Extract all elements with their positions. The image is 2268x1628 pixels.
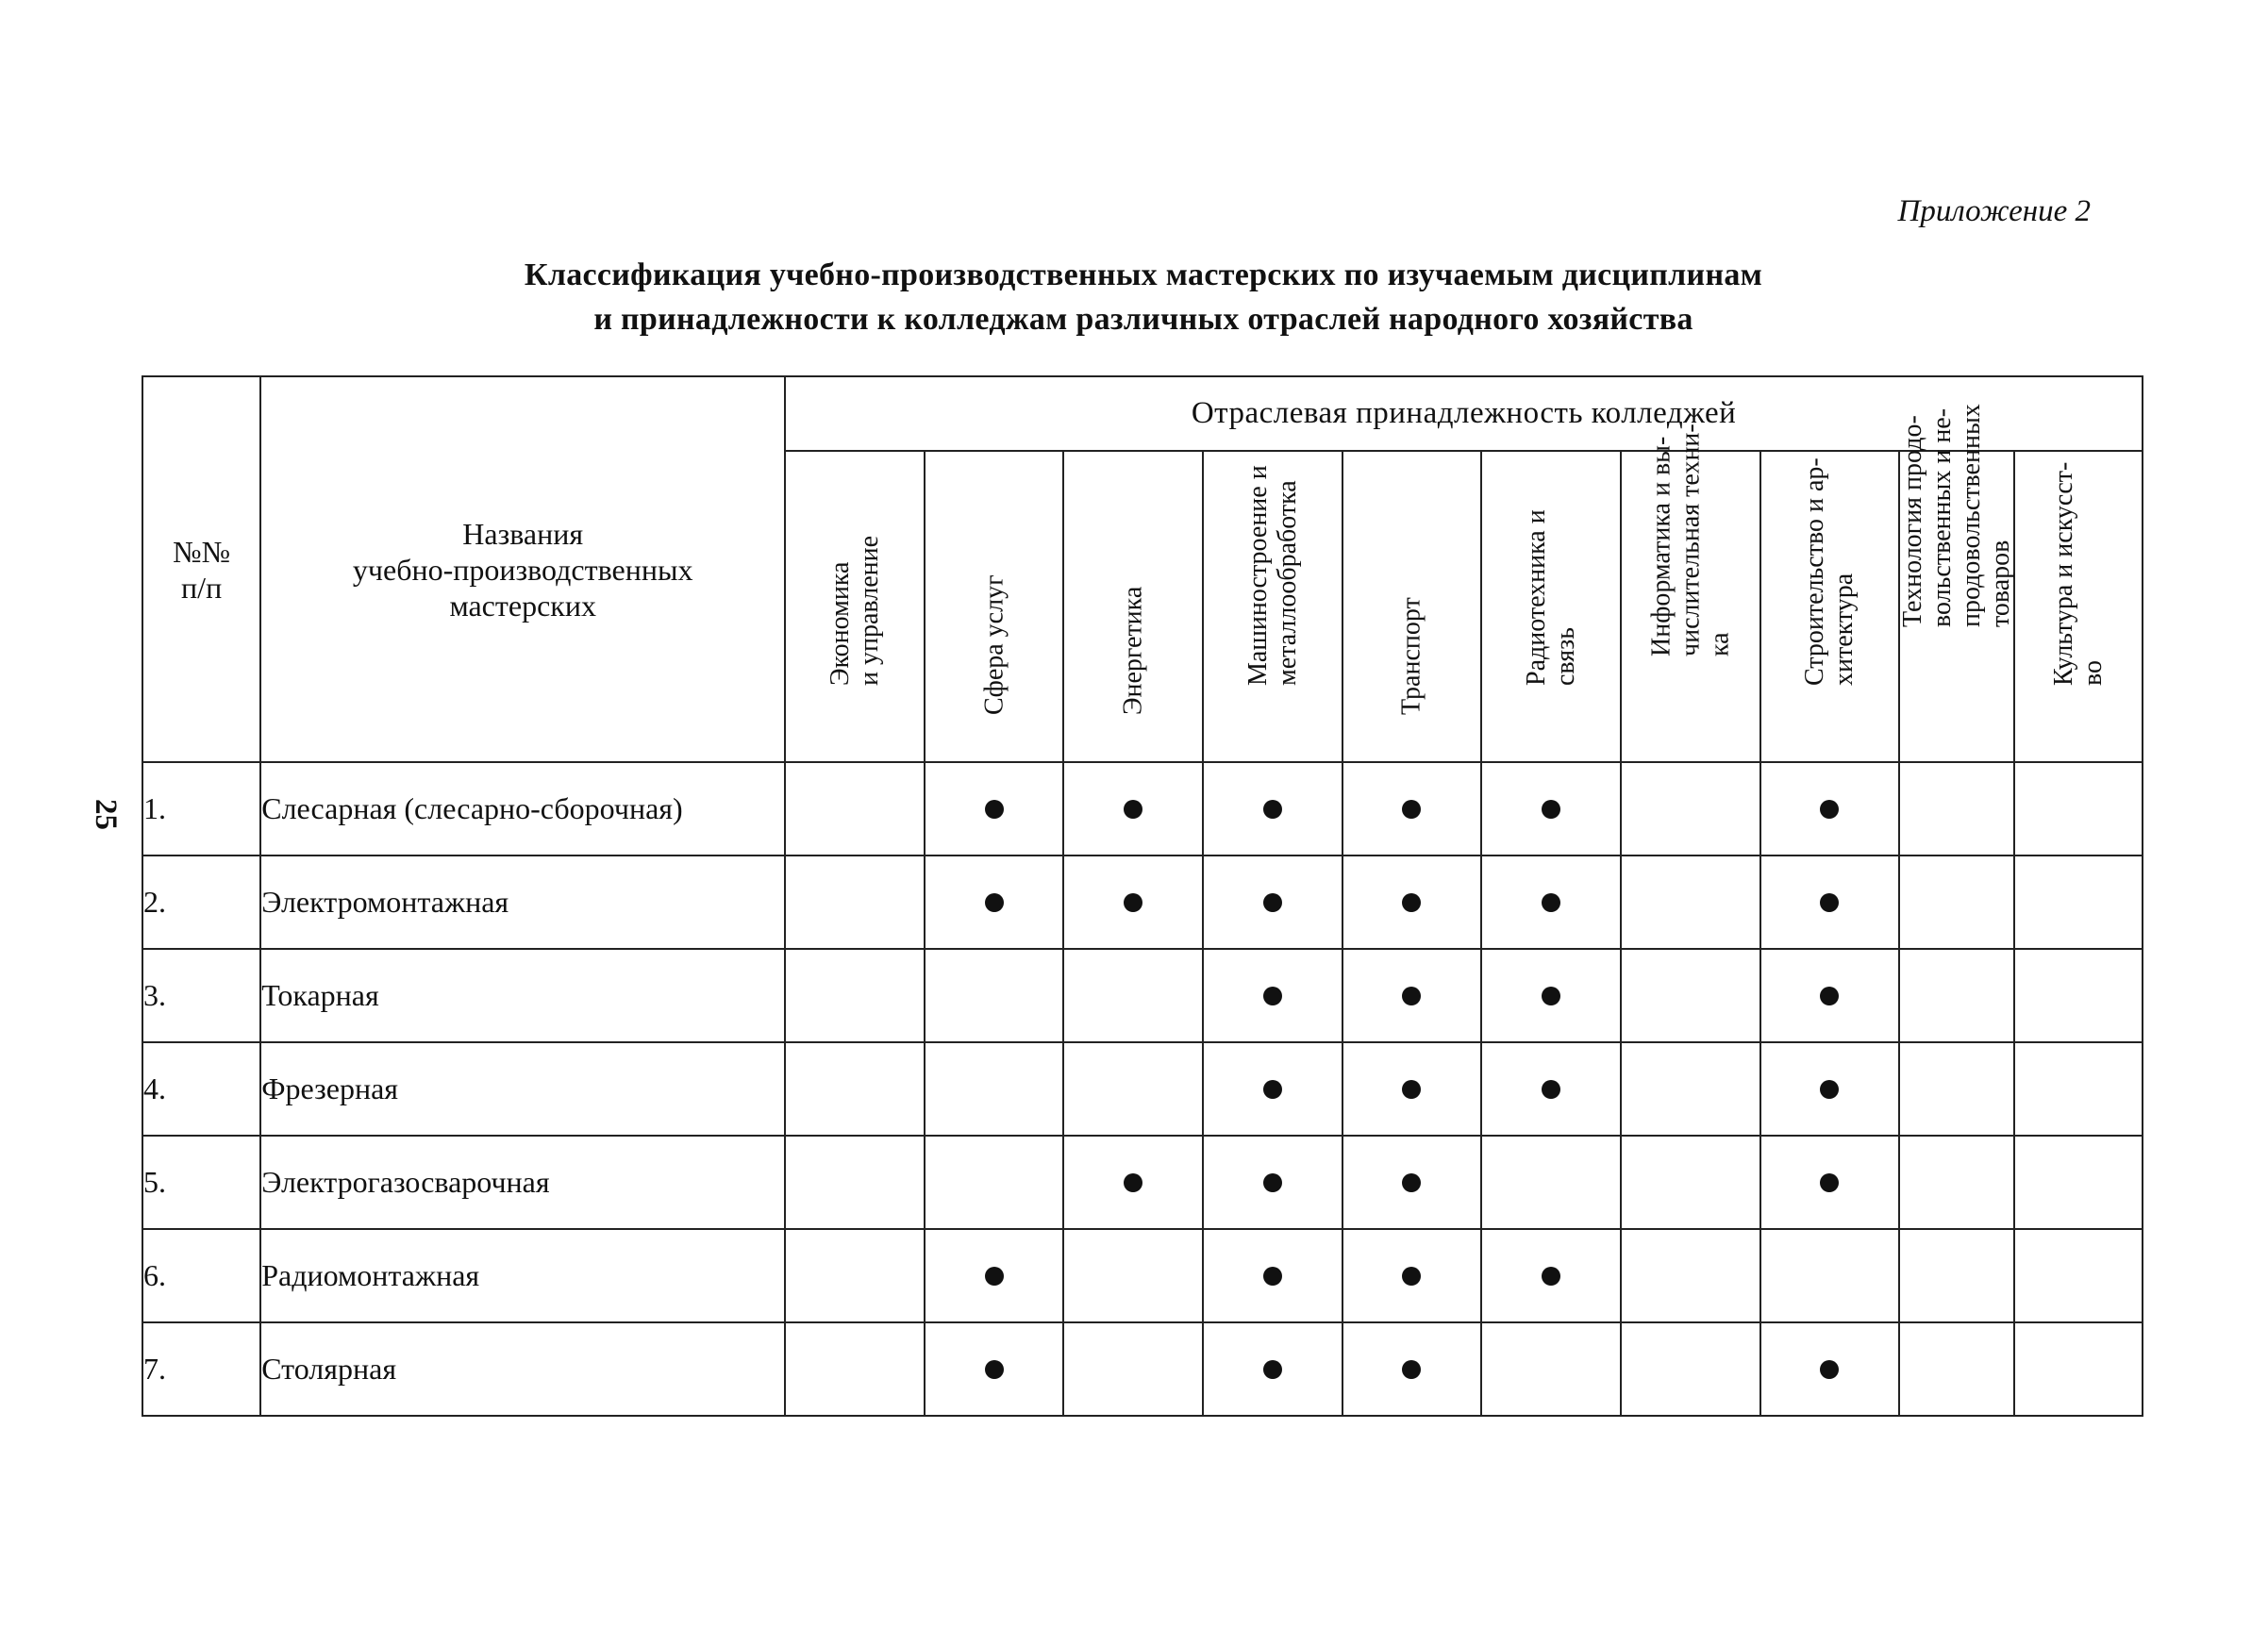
industry-header-9 xyxy=(1898,404,2016,762)
industry-header-5 xyxy=(1342,451,1482,762)
membership-dot-icon xyxy=(1402,800,1421,819)
industry-group-header: Отраслевая принадлежность колледжей xyxy=(785,376,2143,451)
workshop-name: Токарная xyxy=(260,949,785,1042)
table-row xyxy=(142,1136,2143,1229)
industry-header-label: Информатика и вы- числительная техни- ка xyxy=(1646,424,1735,656)
mark-cell xyxy=(1760,856,1900,949)
mark-cell xyxy=(1481,1229,1621,1322)
document-title xyxy=(236,253,2051,341)
classification-table xyxy=(142,375,2143,1417)
mark-cell xyxy=(925,762,1064,856)
mark-cell xyxy=(1203,856,1342,949)
workshop-name: Фрезерная xyxy=(260,1042,785,1136)
membership-dot-icon xyxy=(1263,800,1282,819)
membership-dot-icon xyxy=(1542,987,1560,1005)
membership-dot-icon xyxy=(1820,1173,1839,1192)
mark-cell xyxy=(1621,1229,1760,1322)
membership-dot-icon xyxy=(1263,1173,1282,1192)
mark-cell xyxy=(1342,1322,1482,1416)
mark-cell xyxy=(1760,1042,1900,1136)
mark-cell xyxy=(1063,1229,1203,1322)
membership-dot-icon xyxy=(1542,1267,1560,1286)
title-line-1: Классификация учебно-производственных мастерских по изучаемым дисциплинам xyxy=(524,257,1763,292)
industry-header-label: Машиностроение и металлообработка xyxy=(1242,465,1302,686)
industry-header-label: Сфера услуг xyxy=(979,574,1009,715)
mark-cell xyxy=(1342,1136,1482,1229)
table-row xyxy=(142,762,2143,856)
mark-cell xyxy=(1481,1042,1621,1136)
table-row xyxy=(142,1322,2143,1416)
row-number: 7. xyxy=(142,1322,260,1416)
mark-cell xyxy=(785,762,925,856)
industry-header-1 xyxy=(785,451,925,762)
mark-cell xyxy=(1760,762,1900,856)
mark-cell xyxy=(925,1229,1064,1322)
mark-cell xyxy=(1760,1322,1900,1416)
membership-dot-icon xyxy=(1124,893,1142,912)
mark-cell xyxy=(1342,856,1482,949)
mark-cell xyxy=(785,949,925,1042)
table-row xyxy=(142,1042,2143,1136)
workshop-name: Электромонтажная xyxy=(260,856,785,949)
table-row xyxy=(142,856,2143,949)
mark-cell xyxy=(1481,949,1621,1042)
membership-dot-icon xyxy=(1263,893,1282,912)
mark-cell xyxy=(1760,1229,1900,1322)
title-line-2: и принадлежности к колледжам различных отраслей народного хозяйства xyxy=(593,302,1693,337)
mark-cell xyxy=(1342,762,1482,856)
membership-dot-icon xyxy=(1820,893,1839,912)
membership-dot-icon xyxy=(985,893,1004,912)
mark-cell xyxy=(1621,1136,1760,1229)
mark-cell xyxy=(1621,1322,1760,1416)
membership-dot-icon xyxy=(1402,987,1421,1005)
mark-cell xyxy=(925,1136,1064,1229)
table-row xyxy=(142,1229,2143,1322)
mark-cell xyxy=(1342,949,1482,1042)
membership-dot-icon xyxy=(1542,1080,1560,1099)
membership-dot-icon xyxy=(985,1267,1004,1286)
name-column-header xyxy=(260,376,785,762)
workshop-name: Радиомонтажная xyxy=(260,1229,785,1322)
mark-cell xyxy=(2014,949,2143,1042)
membership-dot-icon xyxy=(1542,893,1560,912)
industry-header-4 xyxy=(1203,451,1342,762)
membership-dot-icon xyxy=(1402,1360,1421,1379)
mark-cell xyxy=(1203,1136,1342,1229)
mark-cell xyxy=(2014,1229,2143,1322)
row-number: 2. xyxy=(142,856,260,949)
number-column-header xyxy=(142,376,260,762)
industry-header-10 xyxy=(2014,451,2143,762)
mark-cell xyxy=(925,949,1064,1042)
mark-cell xyxy=(1621,949,1760,1042)
mark-cell xyxy=(1481,856,1621,949)
membership-dot-icon xyxy=(985,1360,1004,1379)
number-header-text: №№ п/п xyxy=(173,534,231,605)
mark-cell xyxy=(1063,762,1203,856)
industry-header-label: Культура и искусст- во xyxy=(2049,461,2109,686)
membership-dot-icon xyxy=(1263,1267,1282,1286)
mark-cell xyxy=(1063,856,1203,949)
mark-cell xyxy=(1899,949,2014,1042)
mark-cell xyxy=(1621,856,1760,949)
membership-dot-icon xyxy=(1263,1360,1282,1379)
mark-cell xyxy=(1760,1136,1900,1229)
mark-cell xyxy=(2014,1136,2143,1229)
mark-cell xyxy=(1342,1042,1482,1136)
mark-cell xyxy=(1203,1322,1342,1416)
mark-cell xyxy=(1481,762,1621,856)
mark-cell xyxy=(1481,1136,1621,1229)
row-number: 5. xyxy=(142,1136,260,1229)
mark-cell xyxy=(1063,1042,1203,1136)
membership-dot-icon xyxy=(1402,1267,1421,1286)
industry-header-label: Энергетика xyxy=(1118,586,1148,715)
row-number: 3. xyxy=(142,949,260,1042)
membership-dot-icon xyxy=(1263,987,1282,1005)
row-number: 6. xyxy=(142,1229,260,1322)
industry-header-2 xyxy=(925,451,1064,762)
industry-header-3 xyxy=(1063,451,1203,762)
mark-cell xyxy=(1203,1042,1342,1136)
mark-cell xyxy=(1899,762,2014,856)
mark-cell xyxy=(785,856,925,949)
mark-cell xyxy=(1342,1229,1482,1322)
membership-dot-icon xyxy=(1820,1360,1839,1379)
mark-cell xyxy=(1621,762,1760,856)
name-header-text: Названия учебно-производственных мастерских xyxy=(352,516,693,623)
mark-cell xyxy=(1063,1322,1203,1416)
mark-cell xyxy=(785,1322,925,1416)
industry-header-label: Технология продо- вольственных и не- продовольственных товаров xyxy=(1898,404,2016,627)
mark-cell xyxy=(1899,856,2014,949)
mark-cell xyxy=(925,1322,1064,1416)
row-number: 4. xyxy=(142,1042,260,1136)
membership-dot-icon xyxy=(1124,800,1142,819)
membership-dot-icon xyxy=(1820,987,1839,1005)
mark-cell xyxy=(785,1042,925,1136)
mark-cell xyxy=(1899,1136,2014,1229)
mark-cell xyxy=(925,1042,1064,1136)
industry-header-label: Радиотехника и связь xyxy=(1522,509,1581,686)
industry-header-6 xyxy=(1481,451,1621,762)
mark-cell xyxy=(1203,949,1342,1042)
table-row xyxy=(142,949,2143,1042)
mark-cell xyxy=(2014,762,2143,856)
mark-cell xyxy=(1203,1229,1342,1322)
mark-cell xyxy=(1760,949,1900,1042)
membership-dot-icon xyxy=(1402,893,1421,912)
mark-cell xyxy=(1899,1042,2014,1136)
industry-header-8 xyxy=(1760,451,1900,762)
mark-cell xyxy=(785,1229,925,1322)
membership-dot-icon xyxy=(1542,800,1560,819)
membership-dot-icon xyxy=(1263,1080,1282,1099)
industry-header-7 xyxy=(1621,424,1760,762)
mark-cell xyxy=(1899,1229,2014,1322)
workshop-name: Столярная xyxy=(260,1322,785,1416)
mark-cell xyxy=(785,1136,925,1229)
row-number: 1. xyxy=(142,762,260,856)
mark-cell xyxy=(925,856,1064,949)
mark-cell xyxy=(1063,949,1203,1042)
membership-dot-icon xyxy=(1402,1080,1421,1099)
industry-header-label: Транспорт xyxy=(1396,597,1426,715)
mark-cell xyxy=(1621,1042,1760,1136)
mark-cell xyxy=(1063,1136,1203,1229)
membership-dot-icon xyxy=(1820,1080,1839,1099)
industry-header-label: Строительство и ар- хитектура xyxy=(1800,457,1859,686)
workshop-name: Электрогазосварочная xyxy=(260,1136,785,1229)
workshop-name: Слесарная (слесарно-сборочная) xyxy=(260,762,785,856)
membership-dot-icon xyxy=(1402,1173,1421,1192)
mark-cell xyxy=(1899,1322,2014,1416)
mark-cell xyxy=(2014,1042,2143,1136)
mark-cell xyxy=(2014,1322,2143,1416)
membership-dot-icon xyxy=(1124,1173,1142,1192)
appendix-label: Приложение 2 xyxy=(1897,194,2091,228)
membership-dot-icon xyxy=(1820,800,1839,819)
mark-cell xyxy=(1481,1322,1621,1416)
mark-cell xyxy=(2014,856,2143,949)
mark-cell xyxy=(1203,762,1342,856)
page-number: 25 xyxy=(89,799,123,830)
industry-header-label: Экономика и управление xyxy=(825,535,884,686)
membership-dot-icon xyxy=(985,800,1004,819)
